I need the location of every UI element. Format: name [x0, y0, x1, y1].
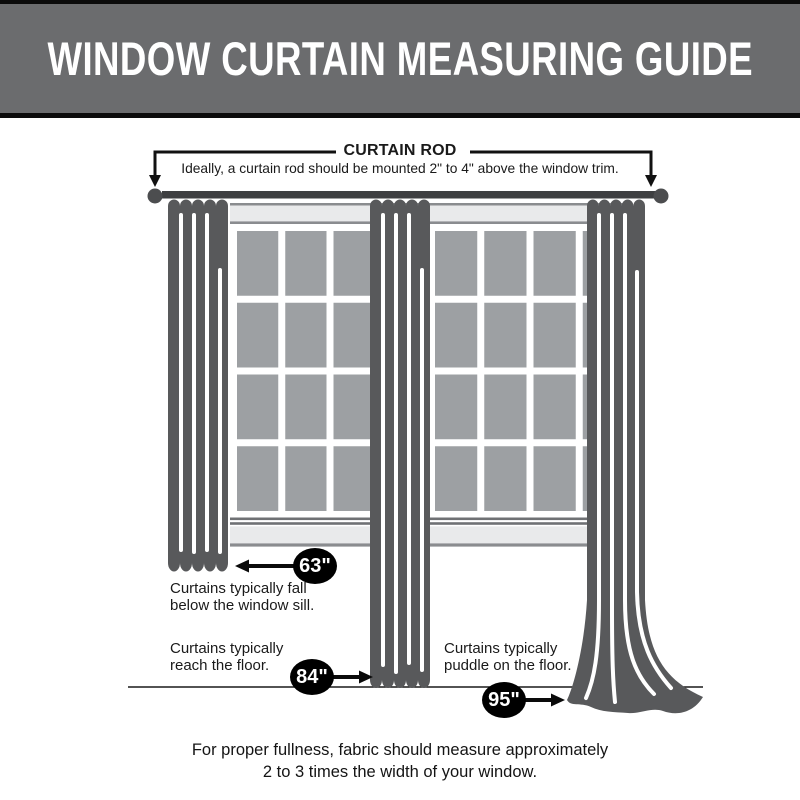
measurement-badge-84	[290, 659, 334, 695]
window-pane	[334, 231, 375, 296]
measure-arrow-84	[330, 671, 373, 684]
window-pane	[484, 446, 526, 511]
window-pane	[285, 375, 326, 440]
window-pane	[334, 446, 375, 511]
curtain-panel-left	[168, 200, 228, 572]
note-below-sill-line2: below the window sill.	[170, 596, 315, 614]
fullness-note-line1: For proper fullness, fabric should measure approximately	[191, 741, 609, 759]
note-puddle-floor-line2: puddle on the floor.	[444, 656, 572, 674]
window-pane	[484, 303, 526, 368]
window-pane	[237, 231, 278, 296]
rod-finial-left	[148, 189, 163, 204]
note-below-sill-line1: Curtains typically fall	[170, 580, 307, 597]
note-puddle-floor	[444, 641, 572, 675]
rod-mounting-note: Ideally, a curtain rod should be mounted 2" to 4" above the window trim.	[181, 161, 619, 176]
fullness-note-line2: 2 to 3 times the width of your window.	[262, 763, 538, 781]
measurement-value-95: 95"	[488, 688, 520, 711]
curtain-rod-label: CURTAIN ROD	[343, 142, 457, 159]
window-pane	[534, 231, 576, 296]
measure-arrow-63	[235, 560, 298, 573]
window-pane	[285, 446, 326, 511]
page-title: WINDOW CURTAIN MEASURING GUIDE	[47, 32, 753, 85]
rod-finial-right	[654, 189, 669, 204]
fullness-note	[0, 739, 800, 783]
measurement-badge-63	[293, 548, 337, 584]
window-pane	[285, 231, 326, 296]
window-pane	[237, 303, 278, 368]
measurement-value-84: 84"	[296, 665, 328, 688]
window-pane	[484, 375, 526, 440]
note-puddle-floor-line1: Curtains typically	[444, 640, 558, 657]
rod-arrow-right	[645, 175, 657, 187]
window-pane	[237, 446, 278, 511]
window-pane	[484, 231, 526, 296]
note-below-sill	[170, 581, 314, 615]
window-pane	[435, 446, 477, 511]
window-pane	[237, 375, 278, 440]
note-reach-floor-line2: reach the floor.	[170, 656, 270, 674]
window-pane	[435, 375, 477, 440]
note-reach-floor	[170, 641, 283, 675]
window-pane	[534, 375, 576, 440]
window-pane	[435, 231, 477, 296]
note-reach-floor-line1: Curtains typically	[170, 640, 284, 657]
measure-arrow-95	[522, 694, 565, 707]
window-pane	[435, 303, 477, 368]
measurement-badge-95	[482, 682, 526, 718]
curtain-panel-right	[567, 200, 703, 714]
rod-arrow-left	[149, 175, 161, 187]
measurement-value-63: 63"	[299, 554, 331, 577]
window-pane	[334, 375, 375, 440]
window-pane	[534, 446, 576, 511]
window-pane	[534, 303, 576, 368]
window-pane	[285, 303, 326, 368]
curtain-panel-center	[370, 200, 430, 689]
window-pane	[334, 303, 375, 368]
